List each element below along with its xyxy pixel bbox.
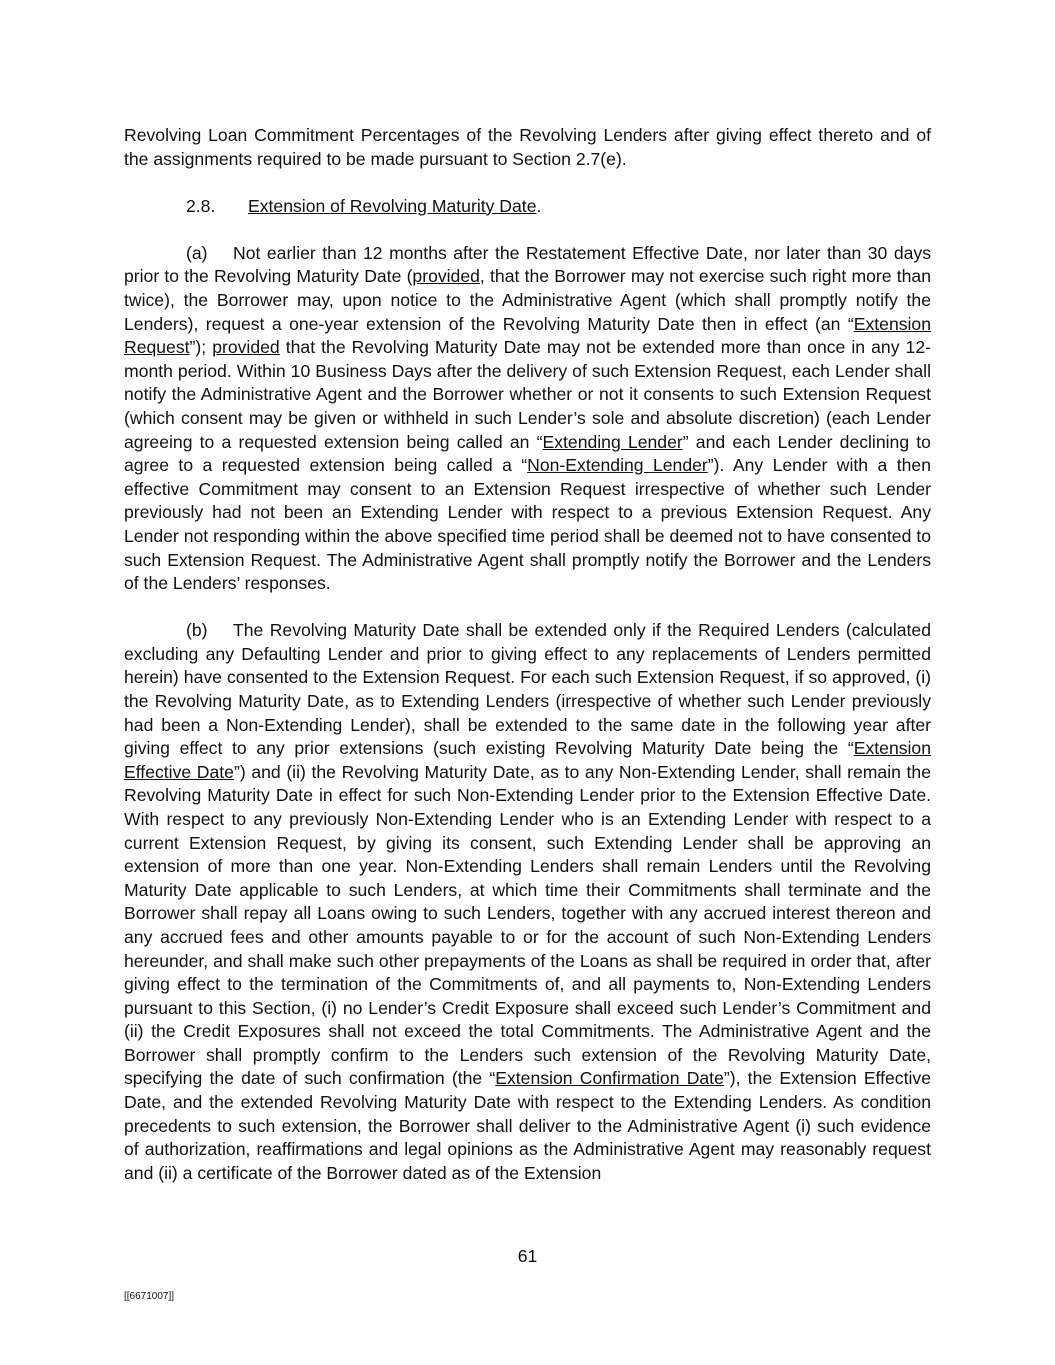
intro-paragraph: Revolving Loan Commitment Percentages of the Revolving Lenders after giving effect thereto and of the assignments required to be made pursuant to Section 2.7(e). xyxy=(124,125,931,169)
term-extending-lender: Extending Lender xyxy=(542,431,683,452)
term-extension-effective-date: Extension Effective Date xyxy=(124,738,931,782)
paragraph-b-text-3: ”), the Extension Effective Date, and the extended Revolving Maturity Date with respect to the Extending Lenders. As condition precedents to such extension, the Borrower shall deliver to the Administrative Agent (i) such evidence of authorization, reaffirmations and legal opinions as the Administrative Agent may reasonably request and (ii) a certificate of the Borrower dated as of the Extension xyxy=(124,1068,931,1183)
paragraph-a-text-4: that the Revolving Maturity Date may not be extended more than once in any 12-month period. Within 10 Business Days after the delivery of such Extension Request, each Lender shall notify the Administrative Agent and the Borrower whether or not it consents to such Extension Request (which consent may be given or withheld in such Lender’s sole and absolute discretion) (each Lender agreeing to a requested extension being called an “ xyxy=(124,337,931,452)
paragraph-b-label: (b) xyxy=(186,620,208,641)
paragraph-a-text-1: Not earlier than 12 months after the Restatement Effective Date, nor later than 30 days prior to the Revolving Maturity Date ( xyxy=(124,242,931,287)
term-non-extending-lender: Non-Extending Lender xyxy=(527,455,708,476)
paragraph-b xyxy=(124,619,931,1185)
page-number: 61 xyxy=(517,1246,538,1266)
section-number: 2.8. xyxy=(186,195,216,216)
section-title-suffix: . xyxy=(536,195,542,216)
paragraph-a-text-6: ”). Any Lender with a then effective Commitment may consent to an Extension Request irrespective of whether such Lender previously had not been an Extending Lender with respect to a previous Extension Request. Any Lender not responding within the above specified time period shall be deemed not to have consented to such Extension Request. The Administrative Agent shall promptly notify the Borrower and the Lenders of the Lenders’ responses. xyxy=(124,455,931,594)
term-extension-confirmation-date: Extension Confirmation Date xyxy=(495,1068,724,1089)
document-body xyxy=(124,124,931,1185)
term-provided-2: provided xyxy=(212,337,280,358)
term-extension-request: Extension Request xyxy=(124,313,931,358)
paragraph-a-text-3: ”); xyxy=(189,337,213,358)
document-id: [[6671007]] xyxy=(124,1291,175,1302)
section-title: Extension of Revolving Maturity Date xyxy=(248,195,537,216)
paragraph-a xyxy=(124,242,931,596)
paragraph-b-text-1: The Revolving Maturity Date shall be extended only if the Required Lenders (calculated excluding any Defaulting Lender and prior to giving effect to any replacements of Lenders permitted herein) have consented to the Extension Request. For each such Extension Request, if so approved, (i) the Revolving Maturity Date, as to Extending Lenders (irrespective of whether such Lender previously had been a Non-Extending Lender), shall be extended to the same date in the following year after giving effect to any prior extensions (such existing Revolving Maturity Date being the “ xyxy=(124,620,931,759)
paragraph-a-text-2: , that the Borrower may not exercise such right more than twice), the Borrower may, upon notice to the Administrative Agent (which shall promptly notify the Lenders), request a one-year extension of the Revolving Maturity Date then in effect (an “ xyxy=(124,266,931,334)
section-heading xyxy=(124,195,931,219)
paragraph-a-label: (a) xyxy=(186,242,208,263)
paragraph-a-text-5: ” and each Lender declining to agree to a requested extension being called a “ xyxy=(124,431,931,476)
paragraph-b-text-2: ”) and (ii) the Revolving Maturity Date, as to any Non-Extending Lender, shall remain the Revolving Maturity Date in effect for such Non-Extending Lender prior to the Extension Effective Date. With respect to any previously Non-Extending Lender who is an Extending Lender with respect to a current Extension Request, by giving its consent, such Extending Lender shall be approving an extension of more than one year. Non-Extending Lenders shall remain Lenders until the Revolving Maturity Date applicable to such Lenders, at which time their Commitments shall terminate and the Borrower shall repay all Loans owing to such Lenders, together with any accrued interest thereon and any accrued fees and other amounts payable to or for the account of such Non-Extending Lenders hereunder, and shall make such other prepayments of the Loans as shall be required in order that, after giving effect to the termination of the Commitments of, and all payments to, Non-Extending Lenders pursuant to this Section, (i) no Lender’s Credit Exposure shall exceed such Lender’s Commitment and (ii) the Credit Exposures shall not exceed the total Commitments. The Administrative Agent and the Borrower shall promptly confirm to the Lenders such extension of the Revolving Maturity Date, specifying the date of such confirmation (the “ xyxy=(124,761,931,1089)
term-provided-1: provided xyxy=(412,266,480,287)
